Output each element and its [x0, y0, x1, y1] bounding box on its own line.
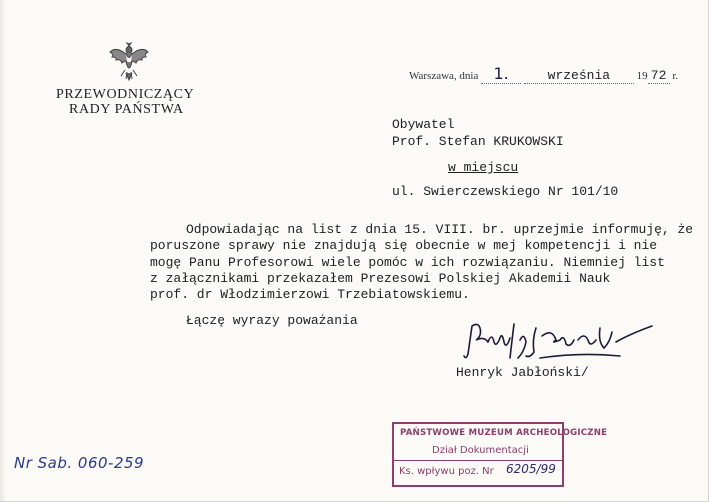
- archive-note: Nr Sab. 060-259: [14, 454, 145, 472]
- closing-line: Łączę wyrazy poważania: [186, 313, 358, 328]
- signer-name: Henryk Jabłoński/: [456, 365, 589, 380]
- stamp-entry-label: Ks. wpływu poz. Nr: [399, 466, 494, 477]
- stamp-department: Dział Dokumentacji: [432, 445, 529, 456]
- polish-eagle-icon: [108, 40, 150, 82]
- dateline: [409, 64, 678, 84]
- stamp-entry-number: 6205/99: [506, 462, 556, 476]
- letterhead-title-line2: RADY PAŃSTWA: [69, 102, 184, 117]
- body-line: z załącznikami przekazałem Prezesowi Polskiej Akademii Nauk: [150, 270, 611, 286]
- dateline-day: 1.: [493, 64, 509, 83]
- dateline-day-field: [481, 64, 521, 84]
- stamp-divider: [394, 460, 562, 461]
- dateline-month: września: [547, 68, 611, 83]
- dateline-month-field: [524, 68, 634, 84]
- letterhead-title-line1: PRZEWODNICZĄCY: [56, 87, 195, 102]
- body-line: mogę Panu Profesorowi wiele pomóc w ich rozwiązaniu. Niemniej list: [150, 254, 665, 270]
- museum-stamp: [392, 422, 608, 487]
- recipient-address: ul. Swierczewskiego Nr 101/10: [392, 184, 619, 199]
- recipient-name: Prof. Stefan KRUKOWSKI: [392, 134, 564, 149]
- recipient-salutation: Obywatel: [392, 117, 455, 132]
- body-line: poruszone sprawy nie znajdują się obecnie w mej kompetencji i nie: [150, 238, 658, 254]
- recipient-place: w miejscu: [448, 160, 519, 175]
- dateline-year: 72: [650, 68, 667, 83]
- body-line: prof. dr Włodzimierzowi Trzebiatowskiemu.: [150, 287, 470, 303]
- dateline-year-field: [648, 68, 670, 84]
- body-line: Odpowiadając na list z dnia 15. VIII. br. uprzejmie informuję, że: [186, 222, 694, 237]
- dateline-suffix: r.: [672, 70, 679, 82]
- dateline-year-prefix: 19: [636, 70, 648, 82]
- dateline-city: Warszawa, dnia: [409, 70, 479, 82]
- letter-body: [150, 222, 694, 303]
- stamp-institution: PAŃSTWOWE MUZEUM ARCHEOLOGICZNE: [400, 428, 608, 438]
- handwritten-signature-icon: [460, 318, 660, 368]
